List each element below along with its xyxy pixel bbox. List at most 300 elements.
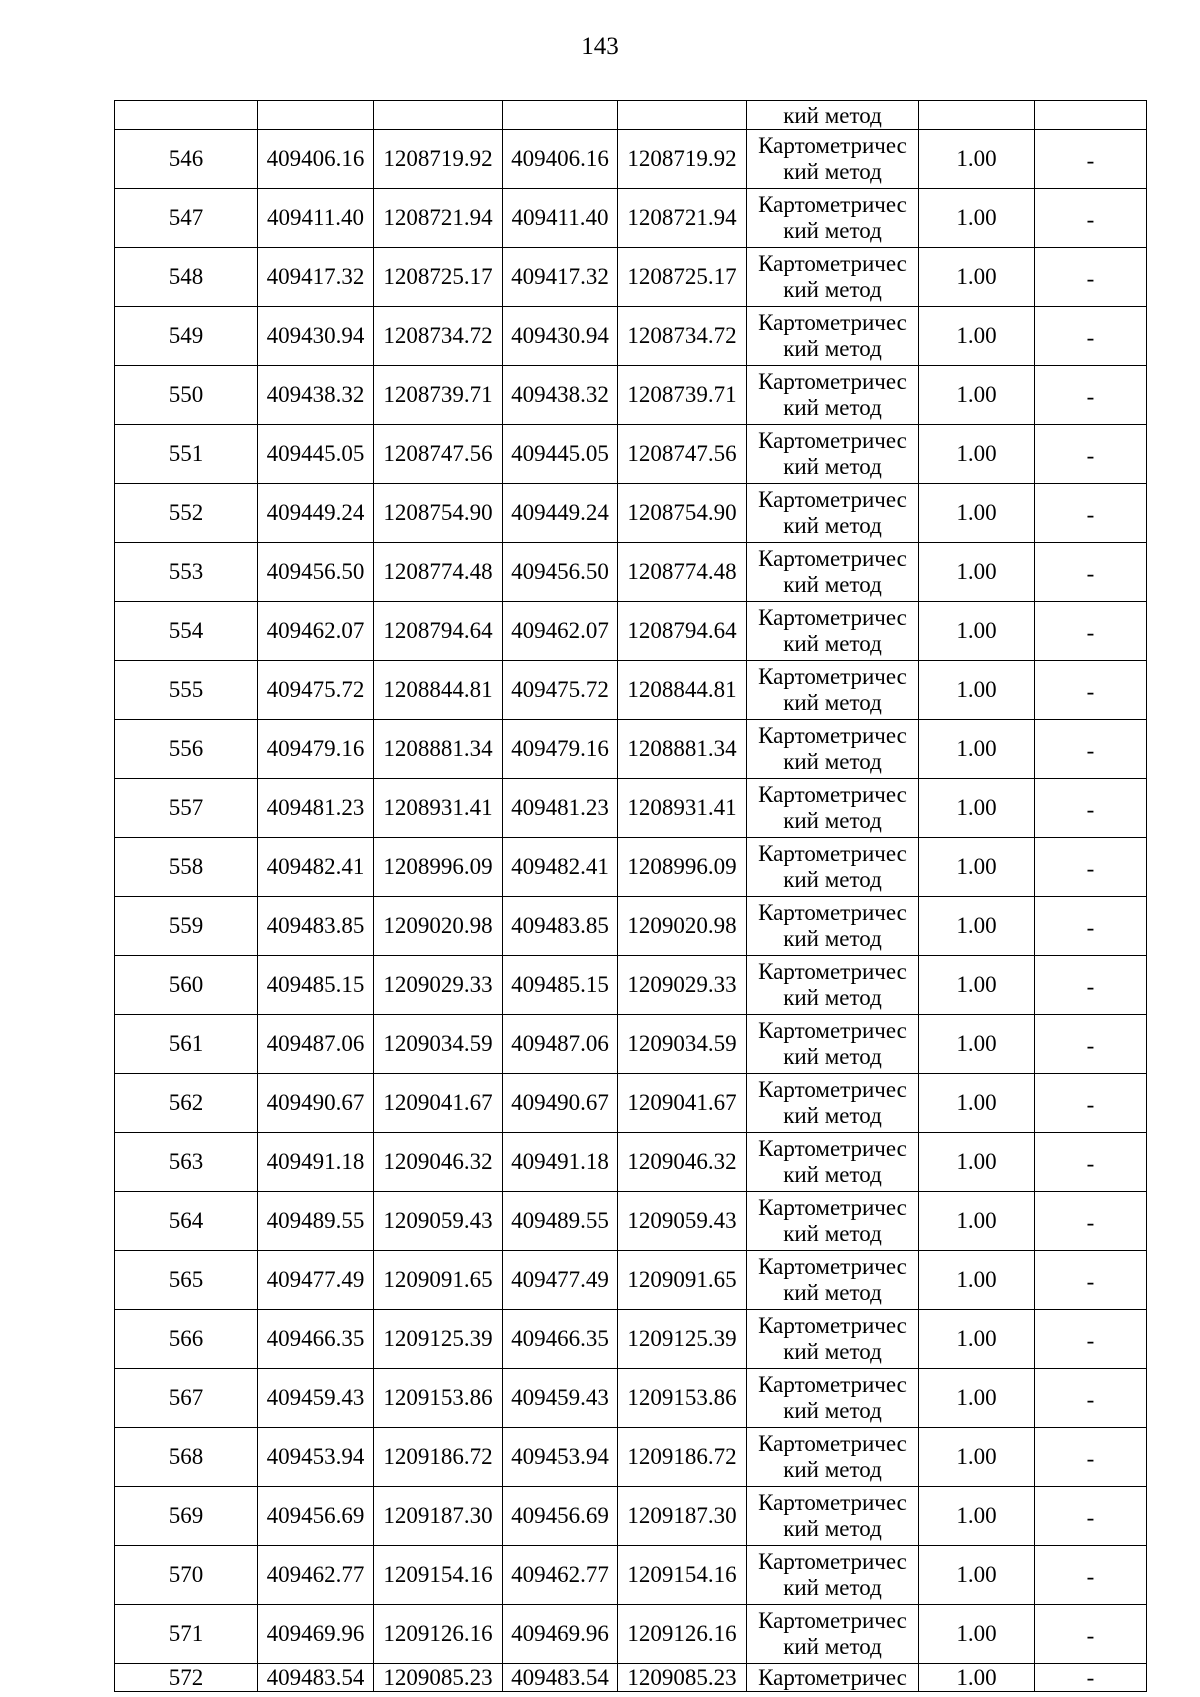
method-line-2: кий метод — [783, 1457, 882, 1482]
x-old-cell: 409479.16 — [258, 720, 374, 779]
x-new-cell: 409489.55 — [503, 1192, 618, 1251]
x-old-cell: 409417.32 — [258, 248, 374, 307]
method-cell — [747, 1546, 919, 1605]
method-line-1: Картометричес — [758, 546, 907, 571]
note-cell: - — [1035, 1546, 1147, 1605]
method-line-1: Картометричес — [758, 428, 907, 453]
method-line-1: Картометричес — [758, 782, 907, 807]
method-line-1: Картометричес — [758, 310, 907, 335]
note-cell: - — [1035, 956, 1147, 1015]
y-new-cell: 1208794.64 — [618, 602, 747, 661]
note-cell: - — [1035, 1074, 1147, 1133]
point-number-cell: 554 — [115, 602, 258, 661]
y-old-cell: 1208794.64 — [374, 602, 503, 661]
y-new-cell: 1208774.48 — [618, 543, 747, 602]
x-new-cell: 409490.67 — [503, 1074, 618, 1133]
point-number-cell: 569 — [115, 1487, 258, 1546]
note-cell: - — [1035, 307, 1147, 366]
x-old-cell: 409462.07 — [258, 602, 374, 661]
x-old-cell: 409459.43 — [258, 1369, 374, 1428]
x-new-cell: 409491.18 — [503, 1133, 618, 1192]
note-cell: - — [1035, 897, 1147, 956]
y-new-cell: 1209153.86 — [618, 1369, 747, 1428]
accuracy-cell: 1.00 — [919, 1192, 1035, 1251]
method-line-1: Картометричес — [758, 251, 907, 276]
coordinates-table — [114, 100, 1147, 1692]
method-line-1: Картометричес — [758, 192, 907, 217]
accuracy-cell: 1.00 — [919, 602, 1035, 661]
accuracy-cell: 1.00 — [919, 956, 1035, 1015]
method-line-1: Картометричес — [758, 487, 907, 512]
table-row — [115, 1428, 1147, 1487]
table-row — [115, 1546, 1147, 1605]
table-row — [115, 1487, 1147, 1546]
y-new-cell: 1208881.34 — [618, 720, 747, 779]
table-row — [115, 956, 1147, 1015]
x-new-cell: 409462.07 — [503, 602, 618, 661]
y-old-cell: 1208844.81 — [374, 661, 503, 720]
table-row — [115, 1605, 1147, 1664]
method-cell — [747, 1605, 919, 1664]
accuracy-cell: 1.00 — [919, 189, 1035, 248]
point-number-cell: 547 — [115, 189, 258, 248]
y-new-cell: 1209059.43 — [618, 1192, 747, 1251]
y-new-cell: 1208754.90 — [618, 484, 747, 543]
point-number-cell: 562 — [115, 1074, 258, 1133]
table-row — [115, 779, 1147, 838]
point-number-cell: 553 — [115, 543, 258, 602]
accuracy-cell: 1.00 — [919, 425, 1035, 484]
method-cell — [747, 307, 919, 366]
y-new-cell: 1209029.33 — [618, 956, 747, 1015]
y-new-cell: 1208996.09 — [618, 838, 747, 897]
method-cell — [747, 1074, 919, 1133]
point-number-cell: 572 — [115, 1664, 258, 1692]
method-line-1: Картометричес — [758, 723, 907, 748]
method-line-2: кий метод — [783, 631, 882, 656]
point-number-cell: 567 — [115, 1369, 258, 1428]
x-new-cell: 409485.15 — [503, 956, 618, 1015]
method-cell — [747, 1428, 919, 1487]
y-new-cell: 1208734.72 — [618, 307, 747, 366]
x-old-cell: 409483.85 — [258, 897, 374, 956]
x-old-cell: 409481.23 — [258, 779, 374, 838]
method-cell — [747, 1487, 919, 1546]
method-line-1: Картометричес — [758, 1608, 907, 1633]
method-line-1: Картометричес — [758, 1490, 907, 1515]
method-line-2: кий метод — [783, 336, 882, 361]
x-old-cell: 409456.69 — [258, 1487, 374, 1546]
x-old-cell: 409445.05 — [258, 425, 374, 484]
y-new-cell: 1209186.72 — [618, 1428, 747, 1487]
accuracy-cell: 1.00 — [919, 484, 1035, 543]
y-old-cell: 1209186.72 — [374, 1428, 503, 1487]
method-line-2: кий метод — [783, 572, 882, 597]
method-cell — [747, 130, 919, 189]
point-number-cell: 559 — [115, 897, 258, 956]
method-cell — [747, 484, 919, 543]
method-line-2: кий метод — [783, 159, 882, 184]
table-row — [115, 1192, 1147, 1251]
method-line-1: Картометричес — [758, 841, 907, 866]
method-line-2: кий метод — [783, 867, 882, 892]
x-old-cell: 409466.35 — [258, 1310, 374, 1369]
table-row — [115, 425, 1147, 484]
x-old-cell: 409482.41 — [258, 838, 374, 897]
method-line-2: кий метод — [783, 1634, 882, 1659]
x-new-cell: 409462.77 — [503, 1546, 618, 1605]
x-old-cell: 409469.96 — [258, 1605, 374, 1664]
method-line-2: кий метод — [783, 1103, 882, 1128]
method-line-1: Картометричес — [758, 369, 907, 394]
accuracy-cell: 1.00 — [919, 1428, 1035, 1487]
y-new-cell: 1209046.32 — [618, 1133, 747, 1192]
y-old-cell: 1208719.92 — [374, 130, 503, 189]
accuracy-cell: 1.00 — [919, 1369, 1035, 1428]
y-old-cell: 1208996.09 — [374, 838, 503, 897]
accuracy-cell: 1.00 — [919, 1605, 1035, 1664]
accuracy-cell: 1.00 — [919, 366, 1035, 425]
accuracy-cell: 1.00 — [919, 1015, 1035, 1074]
x-old-cell: 409483.54 — [258, 1664, 374, 1692]
note-cell: - — [1035, 1133, 1147, 1192]
note-cell: - — [1035, 484, 1147, 543]
method-line-1: Картометричес — [758, 1195, 907, 1220]
x-old-cell: 409462.77 — [258, 1546, 374, 1605]
accuracy-cell: 1.00 — [919, 1487, 1035, 1546]
point-number-cell: 552 — [115, 484, 258, 543]
method-line-2: кий метод — [783, 277, 882, 302]
y-old-cell: 1209029.33 — [374, 956, 503, 1015]
x-new-cell: 409445.05 — [503, 425, 618, 484]
accuracy-cell: 1.00 — [919, 130, 1035, 189]
y-old-cell: 1209187.30 — [374, 1487, 503, 1546]
method-cell: Картометричес — [747, 1664, 919, 1692]
x-new-cell: 409456.69 — [503, 1487, 618, 1546]
note-cell — [1035, 101, 1147, 130]
y-new-cell: 1208931.41 — [618, 779, 747, 838]
point-number-cell: 568 — [115, 1428, 258, 1487]
method-cell — [747, 956, 919, 1015]
point-number-cell: 546 — [115, 130, 258, 189]
y-old-cell: 1209059.43 — [374, 1192, 503, 1251]
note-cell: - — [1035, 779, 1147, 838]
method-cell: кий метод — [747, 101, 919, 130]
method-line-2: кий метод — [783, 926, 882, 951]
note-cell: - — [1035, 130, 1147, 189]
method-cell — [747, 1251, 919, 1310]
table-row — [115, 130, 1147, 189]
method-line-1: Картометричес — [758, 1431, 907, 1456]
y-new-cell: 1209041.67 — [618, 1074, 747, 1133]
x-new-cell: 409481.23 — [503, 779, 618, 838]
method-line-1: Картометричес — [758, 1549, 907, 1574]
y-old-cell: 1209046.32 — [374, 1133, 503, 1192]
note-cell: - — [1035, 1369, 1147, 1428]
x-new-cell: 409469.96 — [503, 1605, 618, 1664]
note-cell: - — [1035, 1428, 1147, 1487]
x-new-cell: 409487.06 — [503, 1015, 618, 1074]
x-new-cell: 409479.16 — [503, 720, 618, 779]
x-old-cell: 409490.67 — [258, 1074, 374, 1133]
method-line-1: Картометричес — [758, 1313, 907, 1338]
y-old-cell: 1209091.65 — [374, 1251, 503, 1310]
method-cell — [747, 189, 919, 248]
y-new-cell: 1209020.98 — [618, 897, 747, 956]
method-cell — [747, 897, 919, 956]
table-body — [115, 101, 1147, 1692]
method-cell — [747, 425, 919, 484]
method-line-1: Картометричес — [758, 605, 907, 630]
accuracy-cell — [919, 101, 1035, 130]
table-row — [115, 484, 1147, 543]
note-cell: - — [1035, 1310, 1147, 1369]
y-old-cell: 1209020.98 — [374, 897, 503, 956]
method-line-2: кий метод — [783, 808, 882, 833]
x-old-cell — [258, 101, 374, 130]
note-cell: - — [1035, 1251, 1147, 1310]
table-row — [115, 248, 1147, 307]
accuracy-cell: 1.00 — [919, 1133, 1035, 1192]
accuracy-cell: 1.00 — [919, 661, 1035, 720]
table-row — [115, 1310, 1147, 1369]
x-new-cell: 409483.85 — [503, 897, 618, 956]
x-new-cell: 409477.49 — [503, 1251, 618, 1310]
point-number-cell: 563 — [115, 1133, 258, 1192]
method-line-1: Картометричес — [758, 1372, 907, 1397]
x-old-cell: 409411.40 — [258, 189, 374, 248]
x-old-cell: 409406.16 — [258, 130, 374, 189]
x-new-cell: 409482.41 — [503, 838, 618, 897]
y-new-cell: 1209091.65 — [618, 1251, 747, 1310]
method-line-1: Картометричес — [758, 1254, 907, 1279]
x-new-cell: 409417.32 — [503, 248, 618, 307]
x-old-cell: 409487.06 — [258, 1015, 374, 1074]
table-row — [115, 720, 1147, 779]
y-old-cell: 1208754.90 — [374, 484, 503, 543]
table-row — [115, 307, 1147, 366]
note-cell: - — [1035, 1015, 1147, 1074]
y-new-cell: 1209085.23 — [618, 1664, 747, 1692]
point-number-cell: 550 — [115, 366, 258, 425]
method-line-2: кий метод — [783, 1162, 882, 1187]
method-cell — [747, 1192, 919, 1251]
method-cell — [747, 838, 919, 897]
point-number-cell: 570 — [115, 1546, 258, 1605]
method-cell — [747, 720, 919, 779]
accuracy-cell: 1.00 — [919, 1664, 1035, 1692]
point-number-cell: 564 — [115, 1192, 258, 1251]
x-new-cell: 409456.50 — [503, 543, 618, 602]
method-line-2: кий метод — [783, 513, 882, 538]
x-new-cell: 409475.72 — [503, 661, 618, 720]
accuracy-cell: 1.00 — [919, 838, 1035, 897]
note-cell: - — [1035, 602, 1147, 661]
x-old-cell: 409430.94 — [258, 307, 374, 366]
y-new-cell — [618, 101, 747, 130]
accuracy-cell: 1.00 — [919, 1310, 1035, 1369]
method-line-1: Картометричес — [758, 1018, 907, 1043]
method-line-1: Картометричес — [758, 900, 907, 925]
x-new-cell: 409406.16 — [503, 130, 618, 189]
method-cell — [747, 1015, 919, 1074]
method-line-2: кий метод — [783, 690, 882, 715]
note-cell: - — [1035, 366, 1147, 425]
note-cell: - — [1035, 720, 1147, 779]
y-old-cell: 1208725.17 — [374, 248, 503, 307]
method-line-1: Картометричес — [758, 664, 907, 689]
table-row — [115, 543, 1147, 602]
x-new-cell: 409483.54 — [503, 1664, 618, 1692]
accuracy-cell: 1.00 — [919, 1546, 1035, 1605]
y-old-cell: 1209085.23 — [374, 1664, 503, 1692]
note-cell: - — [1035, 1664, 1147, 1692]
accuracy-cell: 1.00 — [919, 307, 1035, 366]
table-row — [115, 661, 1147, 720]
y-old-cell: 1208739.71 — [374, 366, 503, 425]
table-row — [115, 1369, 1147, 1428]
accuracy-cell: 1.00 — [919, 248, 1035, 307]
method-line-1: Картометричес — [758, 133, 907, 158]
method-line-2: кий метод — [783, 218, 882, 243]
x-old-cell: 409456.50 — [258, 543, 374, 602]
method-line-2: кий метод — [783, 1221, 882, 1246]
method-cell — [747, 366, 919, 425]
x-new-cell: 409438.32 — [503, 366, 618, 425]
x-old-cell: 409449.24 — [258, 484, 374, 543]
point-number-cell: 566 — [115, 1310, 258, 1369]
method-line-2: кий метод — [783, 1516, 882, 1541]
method-cell — [747, 248, 919, 307]
note-cell: - — [1035, 189, 1147, 248]
point-number-cell: 557 — [115, 779, 258, 838]
y-old-cell: 1209153.86 — [374, 1369, 503, 1428]
y-new-cell: 1208844.81 — [618, 661, 747, 720]
x-old-cell: 409489.55 — [258, 1192, 374, 1251]
x-new-cell: 409449.24 — [503, 484, 618, 543]
accuracy-cell: 1.00 — [919, 1074, 1035, 1133]
method-line-1: Картометричес — [758, 1077, 907, 1102]
accuracy-cell: 1.00 — [919, 543, 1035, 602]
table-row — [115, 366, 1147, 425]
method-line-1: Картометричес — [758, 1136, 907, 1161]
point-number-cell: 560 — [115, 956, 258, 1015]
accuracy-cell: 1.00 — [919, 779, 1035, 838]
x-old-cell: 409438.32 — [258, 366, 374, 425]
y-old-cell: 1208774.48 — [374, 543, 503, 602]
x-new-cell: 409453.94 — [503, 1428, 618, 1487]
note-cell: - — [1035, 838, 1147, 897]
method-line-2: кий метод — [783, 454, 882, 479]
method-cell — [747, 779, 919, 838]
x-new-cell: 409411.40 — [503, 189, 618, 248]
note-cell: - — [1035, 248, 1147, 307]
y-new-cell: 1209034.59 — [618, 1015, 747, 1074]
accuracy-cell: 1.00 — [919, 897, 1035, 956]
method-cell — [747, 602, 919, 661]
x-new-cell — [503, 101, 618, 130]
y-old-cell: 1208747.56 — [374, 425, 503, 484]
table-row — [115, 1133, 1147, 1192]
table-row — [115, 189, 1147, 248]
y-old-cell: 1209125.39 — [374, 1310, 503, 1369]
method-line-2: кий метод — [783, 395, 882, 420]
y-new-cell: 1208721.94 — [618, 189, 747, 248]
table-row — [115, 1664, 1147, 1692]
x-old-cell: 409475.72 — [258, 661, 374, 720]
table-row — [115, 897, 1147, 956]
method-cell — [747, 1369, 919, 1428]
page-number: 143 — [581, 33, 619, 60]
method-cell — [747, 1133, 919, 1192]
point-number-cell: 561 — [115, 1015, 258, 1074]
table-row — [115, 1074, 1147, 1133]
y-new-cell: 1209154.16 — [618, 1546, 747, 1605]
y-old-cell: 1209126.16 — [374, 1605, 503, 1664]
note-cell: - — [1035, 1487, 1147, 1546]
y-old-cell: 1209041.67 — [374, 1074, 503, 1133]
x-new-cell: 409466.35 — [503, 1310, 618, 1369]
method-line-2: кий метод — [783, 1575, 882, 1600]
y-new-cell: 1209126.16 — [618, 1605, 747, 1664]
y-old-cell: 1209154.16 — [374, 1546, 503, 1605]
method-line-2: кий метод — [783, 1339, 882, 1364]
method-line-1: Картометричес — [758, 959, 907, 984]
x-old-cell: 409477.49 — [258, 1251, 374, 1310]
x-old-cell: 409485.15 — [258, 956, 374, 1015]
method-cell — [747, 1310, 919, 1369]
point-number-cell: 555 — [115, 661, 258, 720]
y-new-cell: 1208747.56 — [618, 425, 747, 484]
note-cell: - — [1035, 1605, 1147, 1664]
note-cell: - — [1035, 425, 1147, 484]
y-new-cell: 1209125.39 — [618, 1310, 747, 1369]
x-old-cell: 409491.18 — [258, 1133, 374, 1192]
point-number-cell: 548 — [115, 248, 258, 307]
y-old-cell: 1208721.94 — [374, 189, 503, 248]
y-old-cell: 1208881.34 — [374, 720, 503, 779]
accuracy-cell: 1.00 — [919, 720, 1035, 779]
table-row — [115, 602, 1147, 661]
table-row — [115, 838, 1147, 897]
method-line-2: кий метод — [783, 749, 882, 774]
y-new-cell: 1209187.30 — [618, 1487, 747, 1546]
y-old-cell: 1209034.59 — [374, 1015, 503, 1074]
x-new-cell: 409430.94 — [503, 307, 618, 366]
table-row — [115, 1251, 1147, 1310]
method-cell — [747, 661, 919, 720]
y-old-cell: 1208734.72 — [374, 307, 503, 366]
method-line-2: кий метод — [783, 1280, 882, 1305]
continuation-row — [115, 101, 1147, 130]
note-cell: - — [1035, 543, 1147, 602]
method-line-2: кий метод — [783, 985, 882, 1010]
point-number-cell: 549 — [115, 307, 258, 366]
method-line-2: кий метод — [783, 1398, 882, 1423]
point-number-cell: 565 — [115, 1251, 258, 1310]
y-new-cell: 1208739.71 — [618, 366, 747, 425]
method-cell — [747, 543, 919, 602]
y-new-cell: 1208725.17 — [618, 248, 747, 307]
accuracy-cell: 1.00 — [919, 1251, 1035, 1310]
y-new-cell: 1208719.92 — [618, 130, 747, 189]
point-number-cell: 571 — [115, 1605, 258, 1664]
table-row — [115, 1015, 1147, 1074]
x-old-cell: 409453.94 — [258, 1428, 374, 1487]
point-number-cell: 558 — [115, 838, 258, 897]
y-old-cell — [374, 101, 503, 130]
note-cell: - — [1035, 1192, 1147, 1251]
